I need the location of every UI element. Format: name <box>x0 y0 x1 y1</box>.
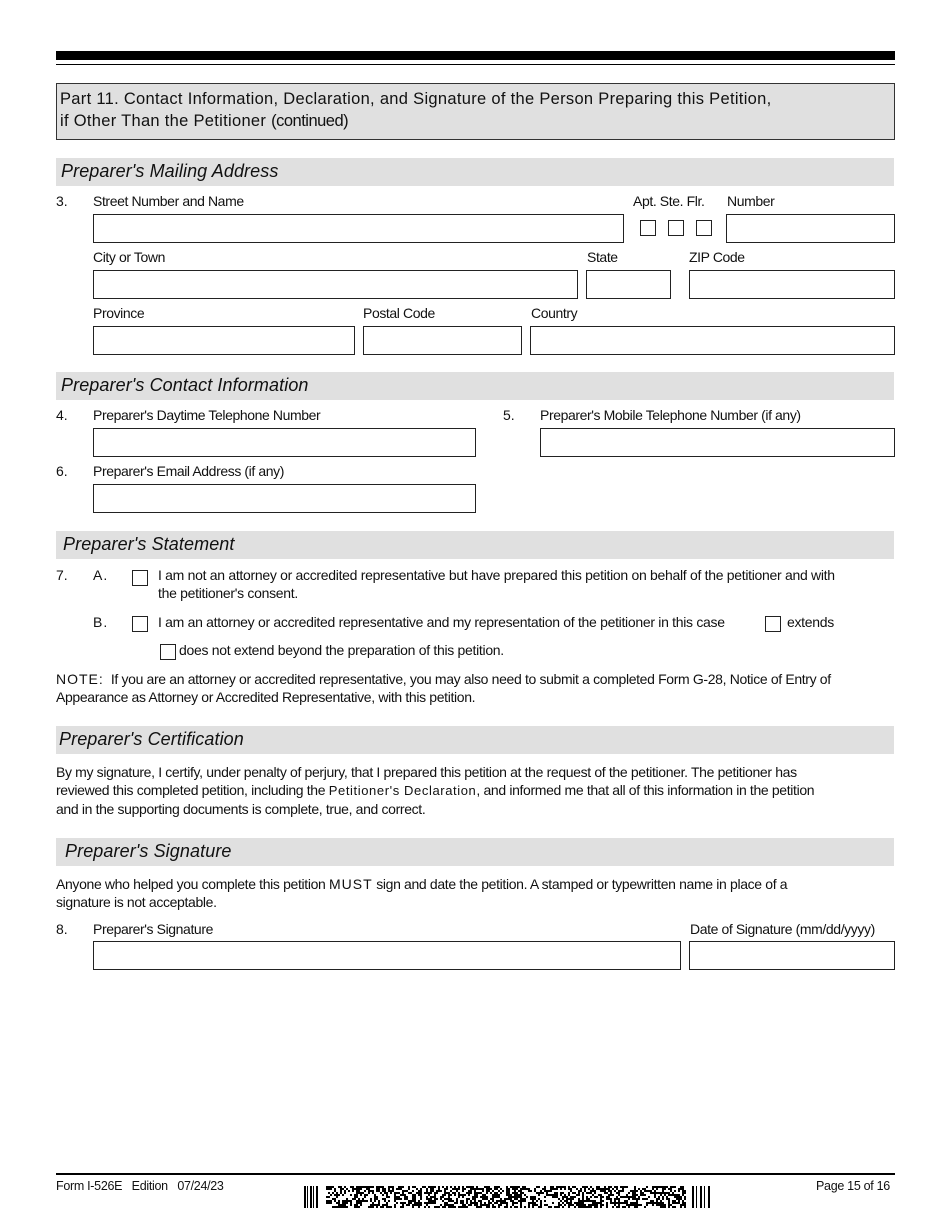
street-input[interactable] <box>93 214 624 243</box>
barcode <box>304 1186 714 1208</box>
apt-ste-flr-label: Apt. Ste. Flr. <box>633 193 705 209</box>
item-number: 8. <box>56 921 68 937</box>
note-prefix: NOTE: <box>56 671 104 687</box>
state-label: State <box>587 249 618 265</box>
province-label: Province <box>93 305 145 321</box>
section-preparer-certification <box>56 726 894 754</box>
postal-code-label: Postal Code <box>363 305 435 321</box>
top-thin-rule <box>56 64 895 65</box>
zip-label: ZIP Code <box>689 249 745 265</box>
item-number: 3. <box>56 193 68 209</box>
country-input[interactable] <box>530 326 895 355</box>
footer-rule <box>56 1173 895 1175</box>
petitioner-declaration-ref: Petitioner's Declaration <box>328 783 477 798</box>
date-of-signature-input[interactable] <box>689 941 895 970</box>
date-of-signature-label: Date of Signature (mm/dd/yyyy) <box>690 921 875 937</box>
email-label: Preparer's Email Address (if any) <box>93 463 284 479</box>
unit-number-label: Number <box>727 193 775 209</box>
page-number: Page 15 of 16 <box>816 1179 890 1193</box>
mobile-phone-input[interactable] <box>540 428 895 457</box>
signature-line2: signature is not acceptable. <box>56 894 217 910</box>
section-contact-information <box>56 372 894 400</box>
section-preparer-statement <box>56 531 894 559</box>
not-extend-label: does not extend beyond the preparation of this petition. <box>179 642 504 658</box>
section-title: Preparer's Signature <box>65 841 232 861</box>
daytime-phone-label: Preparer's Daytime Telephone Number <box>93 407 321 423</box>
section-title: Preparer's Mailing Address <box>61 161 279 181</box>
not-extend-checkbox[interactable] <box>160 644 176 660</box>
signature-paragraph <box>56 875 896 911</box>
certification-line2c: , and informed me that all of this information in the petition <box>476 782 815 798</box>
item-number: 4. <box>56 407 68 423</box>
certification-line3: and in the supporting documents is complete, true, and correct. <box>56 801 426 817</box>
section-mailing-address <box>56 158 894 186</box>
section-title: Preparer's Statement <box>63 534 235 554</box>
street-label: Street Number and Name <box>93 193 244 209</box>
part-title-line2: if Other Than the Petitioner <box>60 112 267 130</box>
option-b-checkbox[interactable] <box>132 616 148 632</box>
option-a-letter: A. <box>93 567 109 583</box>
item-number: 6. <box>56 463 68 479</box>
preparer-signature-label: Preparer's Signature <box>93 921 213 937</box>
option-a-checkbox[interactable] <box>132 570 148 586</box>
option-a-line1: I am not an attorney or accredited representative but have prepared this petition on behalf of the petitioner and with <box>158 567 835 583</box>
unit-number-input[interactable] <box>726 214 895 243</box>
option-b-letter: B. <box>93 614 109 630</box>
postal-code-input[interactable] <box>363 326 522 355</box>
part-title-line1: Part 11. Contact Information, Declaration, and Signature of the Person Preparing this Petition, <box>60 90 772 108</box>
item-number: 7. <box>56 567 68 583</box>
extends-label: extends <box>787 614 834 630</box>
apt-checkbox[interactable] <box>640 220 656 236</box>
section-title: Preparer's Certification <box>59 729 244 749</box>
province-input[interactable] <box>93 326 355 355</box>
part-header <box>56 83 895 140</box>
certification-line1: By my signature, I certify, under penalty of perjury, that I prepared this petition at the request of the petitioner. The petitioner has <box>56 764 797 780</box>
top-thick-rule <box>56 51 895 60</box>
form-edition: Form I-526E Edition 07/24/23 <box>56 1179 224 1193</box>
zip-input[interactable] <box>689 270 895 299</box>
preparer-signature-field[interactable] <box>93 941 681 970</box>
part-continued: (continued) <box>271 112 349 130</box>
note-paragraph <box>56 670 896 706</box>
signature-line1b: sign and date the petition. A stamped or typewritten name in place of a <box>376 876 788 892</box>
country-label: Country <box>531 305 578 321</box>
city-label: City or Town <box>93 249 165 265</box>
extends-checkbox[interactable] <box>765 616 781 632</box>
state-select[interactable] <box>586 270 671 299</box>
certification-line2a: reviewed this completed petition, including the <box>56 782 326 798</box>
note-line1: If you are an attorney or accredited representative, you may also need to submit a completed Form G-28, Notice of Entry of <box>110 671 831 687</box>
signature-line1a: Anyone who helped you complete this petition <box>56 876 326 892</box>
mobile-phone-label: Preparer's Mobile Telephone Number (if any) <box>540 407 801 423</box>
email-input[interactable] <box>93 484 476 513</box>
ste-checkbox[interactable] <box>668 220 684 236</box>
flr-checkbox[interactable] <box>696 220 712 236</box>
section-title: Preparer's Contact Information <box>61 375 309 395</box>
option-a-line2: the petitioner's consent. <box>158 585 298 601</box>
option-b-text: I am an attorney or accredited representative and my representation of the petitioner in this case <box>158 614 725 630</box>
must-emphasis: MUST <box>329 876 373 892</box>
daytime-phone-input[interactable] <box>93 428 476 457</box>
certification-paragraph <box>56 763 896 818</box>
section-preparer-signature <box>56 838 894 866</box>
note-line2: Appearance as Attorney or Accredited Representative, with this petition. <box>56 689 476 705</box>
item-number: 5. <box>503 407 515 423</box>
city-input[interactable] <box>93 270 578 299</box>
